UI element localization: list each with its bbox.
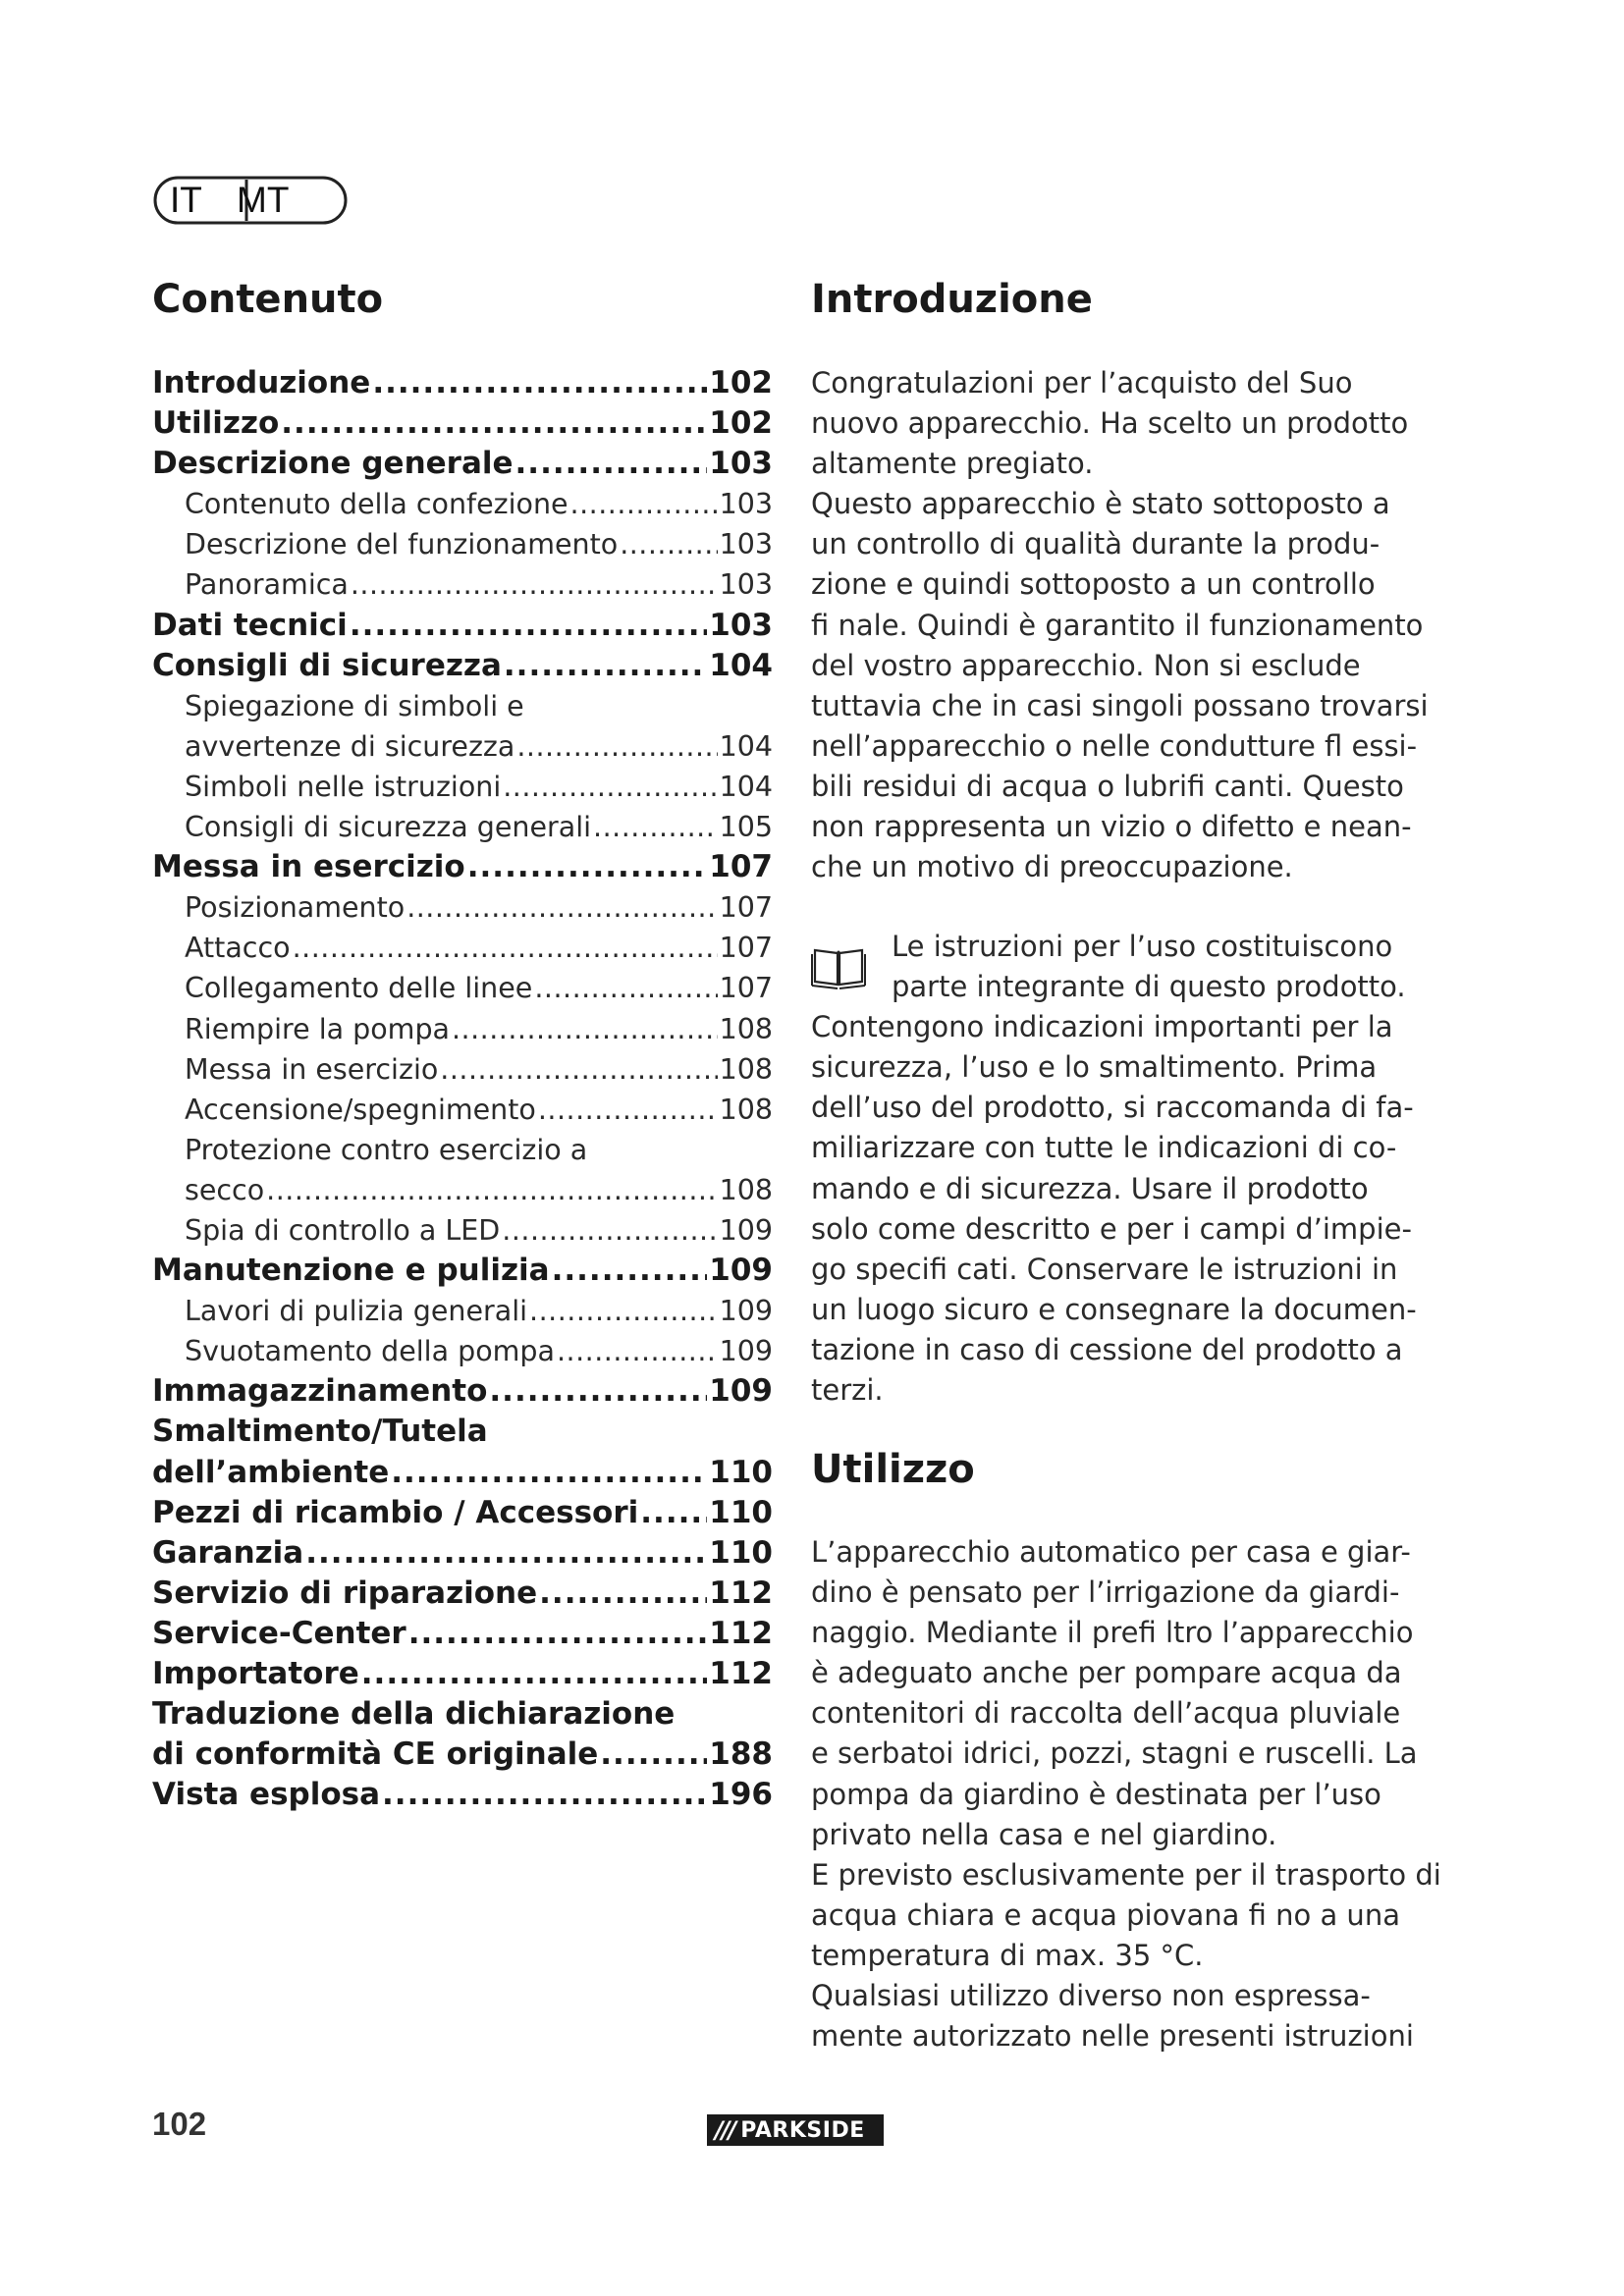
toc-entry-page: 104 [709, 647, 773, 683]
toc-entry-title: Protezione contro esercizio a [185, 1133, 588, 1166]
toc-entry [152, 928, 773, 968]
intro-paragraph [811, 363, 1439, 887]
toc-entry-page: 102 [709, 365, 773, 400]
toc-entry-title: Utilizzo [152, 405, 280, 442]
use-heading: Utilizzo [811, 1447, 975, 1492]
text-line: miliarizzare con tutte le indicazioni di co- [811, 1131, 1397, 1165]
toc-leader-dots [372, 363, 707, 403]
text-line: Qualsiasi utilizzo diverso non espressa- [811, 1979, 1371, 2013]
toc-entry-page: 108 [719, 1173, 773, 1206]
toc-leader-dots [293, 928, 718, 968]
toc-entry [152, 1371, 773, 1412]
toc-entry-title: Consigli di sicurezza [152, 647, 502, 683]
brand-stripes: /// [715, 2116, 735, 2144]
text-line: go specifi cati. Conservare le istruzioni in [811, 1252, 1398, 1286]
language-code-mt: MT [237, 180, 290, 220]
toc-entry [152, 1453, 773, 1493]
toc-leader-dots [515, 444, 708, 484]
toc-leader-dots [350, 606, 707, 646]
toc-entry-page: 104 [719, 770, 773, 803]
toc-entry-title: Descrizione del funzionamento [185, 528, 619, 561]
toc-leader-dots [266, 1170, 717, 1210]
text-line: nell’apparecchio o nelle condutture fl essi- [811, 728, 1418, 763]
toc-entry-title: Spia di controllo a LED [185, 1213, 501, 1247]
toc-entry-title: Immagazzinamento [152, 1373, 488, 1410]
toc-entry [152, 887, 773, 928]
toc-entry-page: 107 [719, 932, 773, 965]
toc-entry-page: 102 [709, 405, 773, 442]
toc-entry [152, 403, 773, 444]
text-line: un luogo sicuro e consegnare la documen- [811, 1292, 1417, 1326]
toc-leader-dots [552, 1251, 708, 1291]
toc-leader-dots [516, 726, 717, 767]
toc-leader-dots [361, 1654, 708, 1694]
text-line: che un motivo di preoccupazione. [811, 850, 1293, 884]
brand-name: PARKSIDE [740, 2117, 865, 2143]
toc-entry-page: 188 [709, 1736, 773, 1773]
text-line: tuttavia che in casi singoli possano trovarsi [811, 688, 1429, 722]
toc-entry-page: 107 [709, 849, 773, 885]
toc-entry-page: 107 [719, 972, 773, 1005]
toc-entry-title: Panoramica [185, 568, 349, 602]
toc-entry-title: Svuotamento della pompa [185, 1335, 555, 1368]
toc-entry-title: Vista esplosa [152, 1777, 381, 1813]
toc-entry [152, 1049, 773, 1090]
toc-entry-title: secco [185, 1173, 265, 1206]
toc-entry-title: Contenuto della confezione [185, 488, 568, 521]
text-line: un controllo di qualità durante la produ- [811, 527, 1380, 561]
toc-entry-page: 107 [719, 891, 773, 925]
text-line: parte integrante di questo prodotto. [892, 970, 1406, 1004]
text-line: Questo apparecchio è stato sottoposto a [811, 487, 1390, 521]
toc-entry [152, 847, 773, 887]
toc-entry [152, 1130, 773, 1170]
toc-entry [152, 686, 773, 726]
toc-entry [152, 1009, 773, 1049]
toc-entry-page: 103 [709, 607, 773, 643]
toc-leader-dots [620, 524, 717, 564]
text-line: non rappresenta un vizio o difetto e nean- [811, 810, 1412, 844]
toc-entry [152, 1331, 773, 1371]
toc-entry [152, 767, 773, 807]
text-line: altamente pregiato. [811, 447, 1094, 481]
intro-heading: Introduzione [811, 277, 1093, 322]
toc-leader-dots [570, 484, 718, 524]
text-line: dell’uso del prodotto, si raccomanda di fa- [811, 1091, 1414, 1125]
toc-entry [152, 807, 773, 847]
toc-leader-dots [593, 807, 718, 847]
language-code-it: IT [170, 180, 202, 220]
text-line: e serbatoi idrici, pozzi, stagni e ruscelli. La [811, 1736, 1418, 1771]
text-line: dino è pensato per l’irrigazione da giardi- [811, 1575, 1400, 1610]
manual-note-paragraph [811, 927, 1439, 1411]
toc-entry [152, 1251, 773, 1291]
toc-leader-dots [502, 1210, 717, 1251]
toc-entry [152, 363, 773, 403]
toc-entry-title: Posizionamento [185, 891, 406, 925]
toc-leader-dots [406, 887, 717, 928]
toc-leader-dots [557, 1331, 718, 1371]
text-line: terzi. [811, 1373, 884, 1408]
text-line: temperatura di max. 35 °C. [811, 1938, 1204, 1972]
toc-entry-title: Importatore [152, 1656, 359, 1691]
toc-entry [152, 1775, 773, 1815]
toc-entry-title: Collegamento delle linee [185, 972, 533, 1005]
text-line: mente autorizzato nelle presenti istruzioni [811, 2019, 1414, 2054]
toc-entry-title: Attacco [185, 932, 291, 965]
toc-entry-page: 112 [709, 1615, 773, 1651]
toc-entry-page: 109 [719, 1213, 773, 1247]
text-line: sicurezza, l’uso e lo smaltimento. Prima [811, 1050, 1378, 1085]
toc-leader-dots [351, 564, 718, 605]
toc-entry-title: Lavori di pulizia generali [185, 1295, 528, 1328]
toc-leader-dots [408, 1614, 708, 1654]
toc-leader-dots [600, 1735, 707, 1775]
page-number: 102 [152, 2106, 207, 2142]
toc-leader-dots [534, 968, 717, 1008]
toc-entry-page: 110 [709, 1454, 773, 1490]
text-line: nuovo apparecchio. Ha scelto un prodotto [811, 406, 1409, 441]
toc-entry [152, 1533, 773, 1574]
text-line: fi nale. Quindi è garantito il funzionamento [811, 608, 1424, 642]
toc-entry [152, 1735, 773, 1775]
toc-entry-title: Riempire la pompa [185, 1012, 450, 1045]
toc-entry-title: Simboli nelle istruzioni [185, 770, 502, 803]
toc-entry-page: 103 [719, 568, 773, 602]
toc-leader-dots [504, 646, 707, 686]
toc-entry-page: 110 [709, 1494, 773, 1530]
toc-leader-dots [382, 1775, 707, 1815]
toc-entry [152, 968, 773, 1008]
toc-leader-dots [503, 767, 717, 807]
toc-entry-page: 109 [709, 1253, 773, 1289]
toc-entry-page: 103 [719, 488, 773, 521]
toc-entry-title: Accensione/spegnimento [185, 1093, 536, 1126]
toc-entry-page: 104 [719, 729, 773, 763]
toc-entry [152, 1090, 773, 1130]
toc-entry [152, 1493, 773, 1533]
toc-entry-page: 110 [709, 1534, 773, 1571]
toc-entry-title: Messa in esercizio [152, 849, 465, 885]
toc-leader-dots [640, 1493, 707, 1533]
toc-entry-page: 105 [719, 811, 773, 844]
brand-logo [707, 2114, 884, 2146]
toc-leader-dots [538, 1090, 718, 1130]
toc-entry [152, 1654, 773, 1694]
text-line: pompa da giardino è destinata per l’uso [811, 1777, 1381, 1811]
text-line: del vostro apparecchio. Non si esclude [811, 648, 1361, 682]
toc-entry-title: Pezzi di ricambio / Accessori [152, 1494, 639, 1530]
toc-entry [152, 1210, 773, 1251]
toc-entry [152, 726, 773, 767]
toc-entry [152, 524, 773, 564]
toc-leader-dots [305, 1533, 707, 1574]
use-paragraph [811, 1532, 1439, 2056]
text-line: E previsto esclusivamente per il trasporto di [811, 1857, 1441, 1892]
toc-entry-page: 109 [719, 1335, 773, 1368]
toc-entry-page: 108 [719, 1012, 773, 1045]
toc-entry-title: Introduzione [152, 365, 371, 400]
language-badge [152, 175, 349, 226]
text-line: contenitori di raccolta dell’acqua pluviale [811, 1696, 1401, 1731]
toc-entry [152, 1694, 773, 1735]
toc-entry-page: 109 [719, 1295, 773, 1328]
toc-entry-title: Consigli di sicurezza generali [185, 811, 592, 844]
toc-entry-page: 109 [709, 1373, 773, 1410]
text-line: mando e di sicurezza. Usare il prodotto [811, 1171, 1369, 1205]
toc-entry-title: avvertenze di sicurezza [185, 729, 515, 763]
toc-entry-title: di conformità CE originale [152, 1736, 599, 1773]
toc-entry [152, 444, 773, 484]
toc-entry [152, 1412, 773, 1452]
toc-entry-page: 103 [719, 528, 773, 561]
toc-entry-title: Servizio di riparazione [152, 1575, 538, 1611]
toc-entry-title: Dati tecnici [152, 607, 348, 643]
text-line: tazione in caso di cessione del prodotto a [811, 1332, 1403, 1366]
toc-entry-title: Garanzia [152, 1534, 304, 1571]
text-line: naggio. Mediante il prefi ltro l’apparecchio [811, 1616, 1414, 1650]
toc-leader-dots [440, 1049, 717, 1090]
toc-entry-title: Manutenzione e pulizia [152, 1253, 550, 1289]
text-line: Contengono indicazioni importanti per la [811, 1010, 1393, 1044]
text-line: L’apparecchio automatico per casa e giar- [811, 1535, 1411, 1569]
toc-entry-page: 112 [709, 1575, 773, 1611]
toc-entry [152, 646, 773, 686]
toc-entry-title: Messa in esercizio [185, 1052, 439, 1086]
toc-entry [152, 1170, 773, 1210]
toc-leader-dots [452, 1009, 718, 1049]
toc-heading: Contenuto [152, 277, 384, 322]
table-of-contents [152, 363, 773, 1815]
toc-leader-dots [529, 1291, 718, 1331]
toc-entry-title: Descrizione generale [152, 446, 514, 482]
toc-entry [152, 606, 773, 646]
toc-leader-dots [281, 403, 707, 444]
toc-entry [152, 564, 773, 605]
text-line: zione e quindi sottoposto a un controllo [811, 567, 1376, 602]
toc-entry [152, 1574, 773, 1614]
toc-leader-dots [467, 847, 708, 887]
text-line: è adeguato anche per pompare acqua da [811, 1656, 1402, 1690]
toc-entry-page: 108 [719, 1093, 773, 1126]
text-line: privato nella casa e nel giardino. [811, 1817, 1277, 1851]
toc-leader-dots [391, 1453, 707, 1493]
toc-entry-page: 196 [709, 1777, 773, 1813]
toc-entry [152, 484, 773, 524]
toc-entry-title: Smaltimento/Tutela [152, 1414, 488, 1450]
text-line: solo come descritto e per i campi d’impie- [811, 1211, 1412, 1246]
toc-entry-title: Spiegazione di simboli e [185, 689, 524, 722]
toc-entry-title: dell’ambiente [152, 1454, 390, 1490]
toc-entry-title: Service-Center [152, 1615, 406, 1651]
text-line: Congratulazioni per l’acquisto del Suo [811, 366, 1353, 400]
toc-entry [152, 1614, 773, 1654]
toc-leader-dots [489, 1371, 707, 1412]
toc-entry-page: 103 [709, 446, 773, 482]
text-line: acqua chiara e acqua piovana fi no a una [811, 1897, 1400, 1932]
toc-entry-page: 108 [719, 1052, 773, 1086]
toc-entry-title: Traduzione della dichiarazione [152, 1696, 676, 1733]
text-line: Le istruzioni per l’uso costituiscono [892, 930, 1393, 963]
toc-entry [152, 1291, 773, 1331]
text-line: bili residui di acqua o lubrifi canti. Questo [811, 769, 1404, 803]
toc-entry-page: 112 [709, 1656, 773, 1691]
toc-leader-dots [539, 1574, 707, 1614]
